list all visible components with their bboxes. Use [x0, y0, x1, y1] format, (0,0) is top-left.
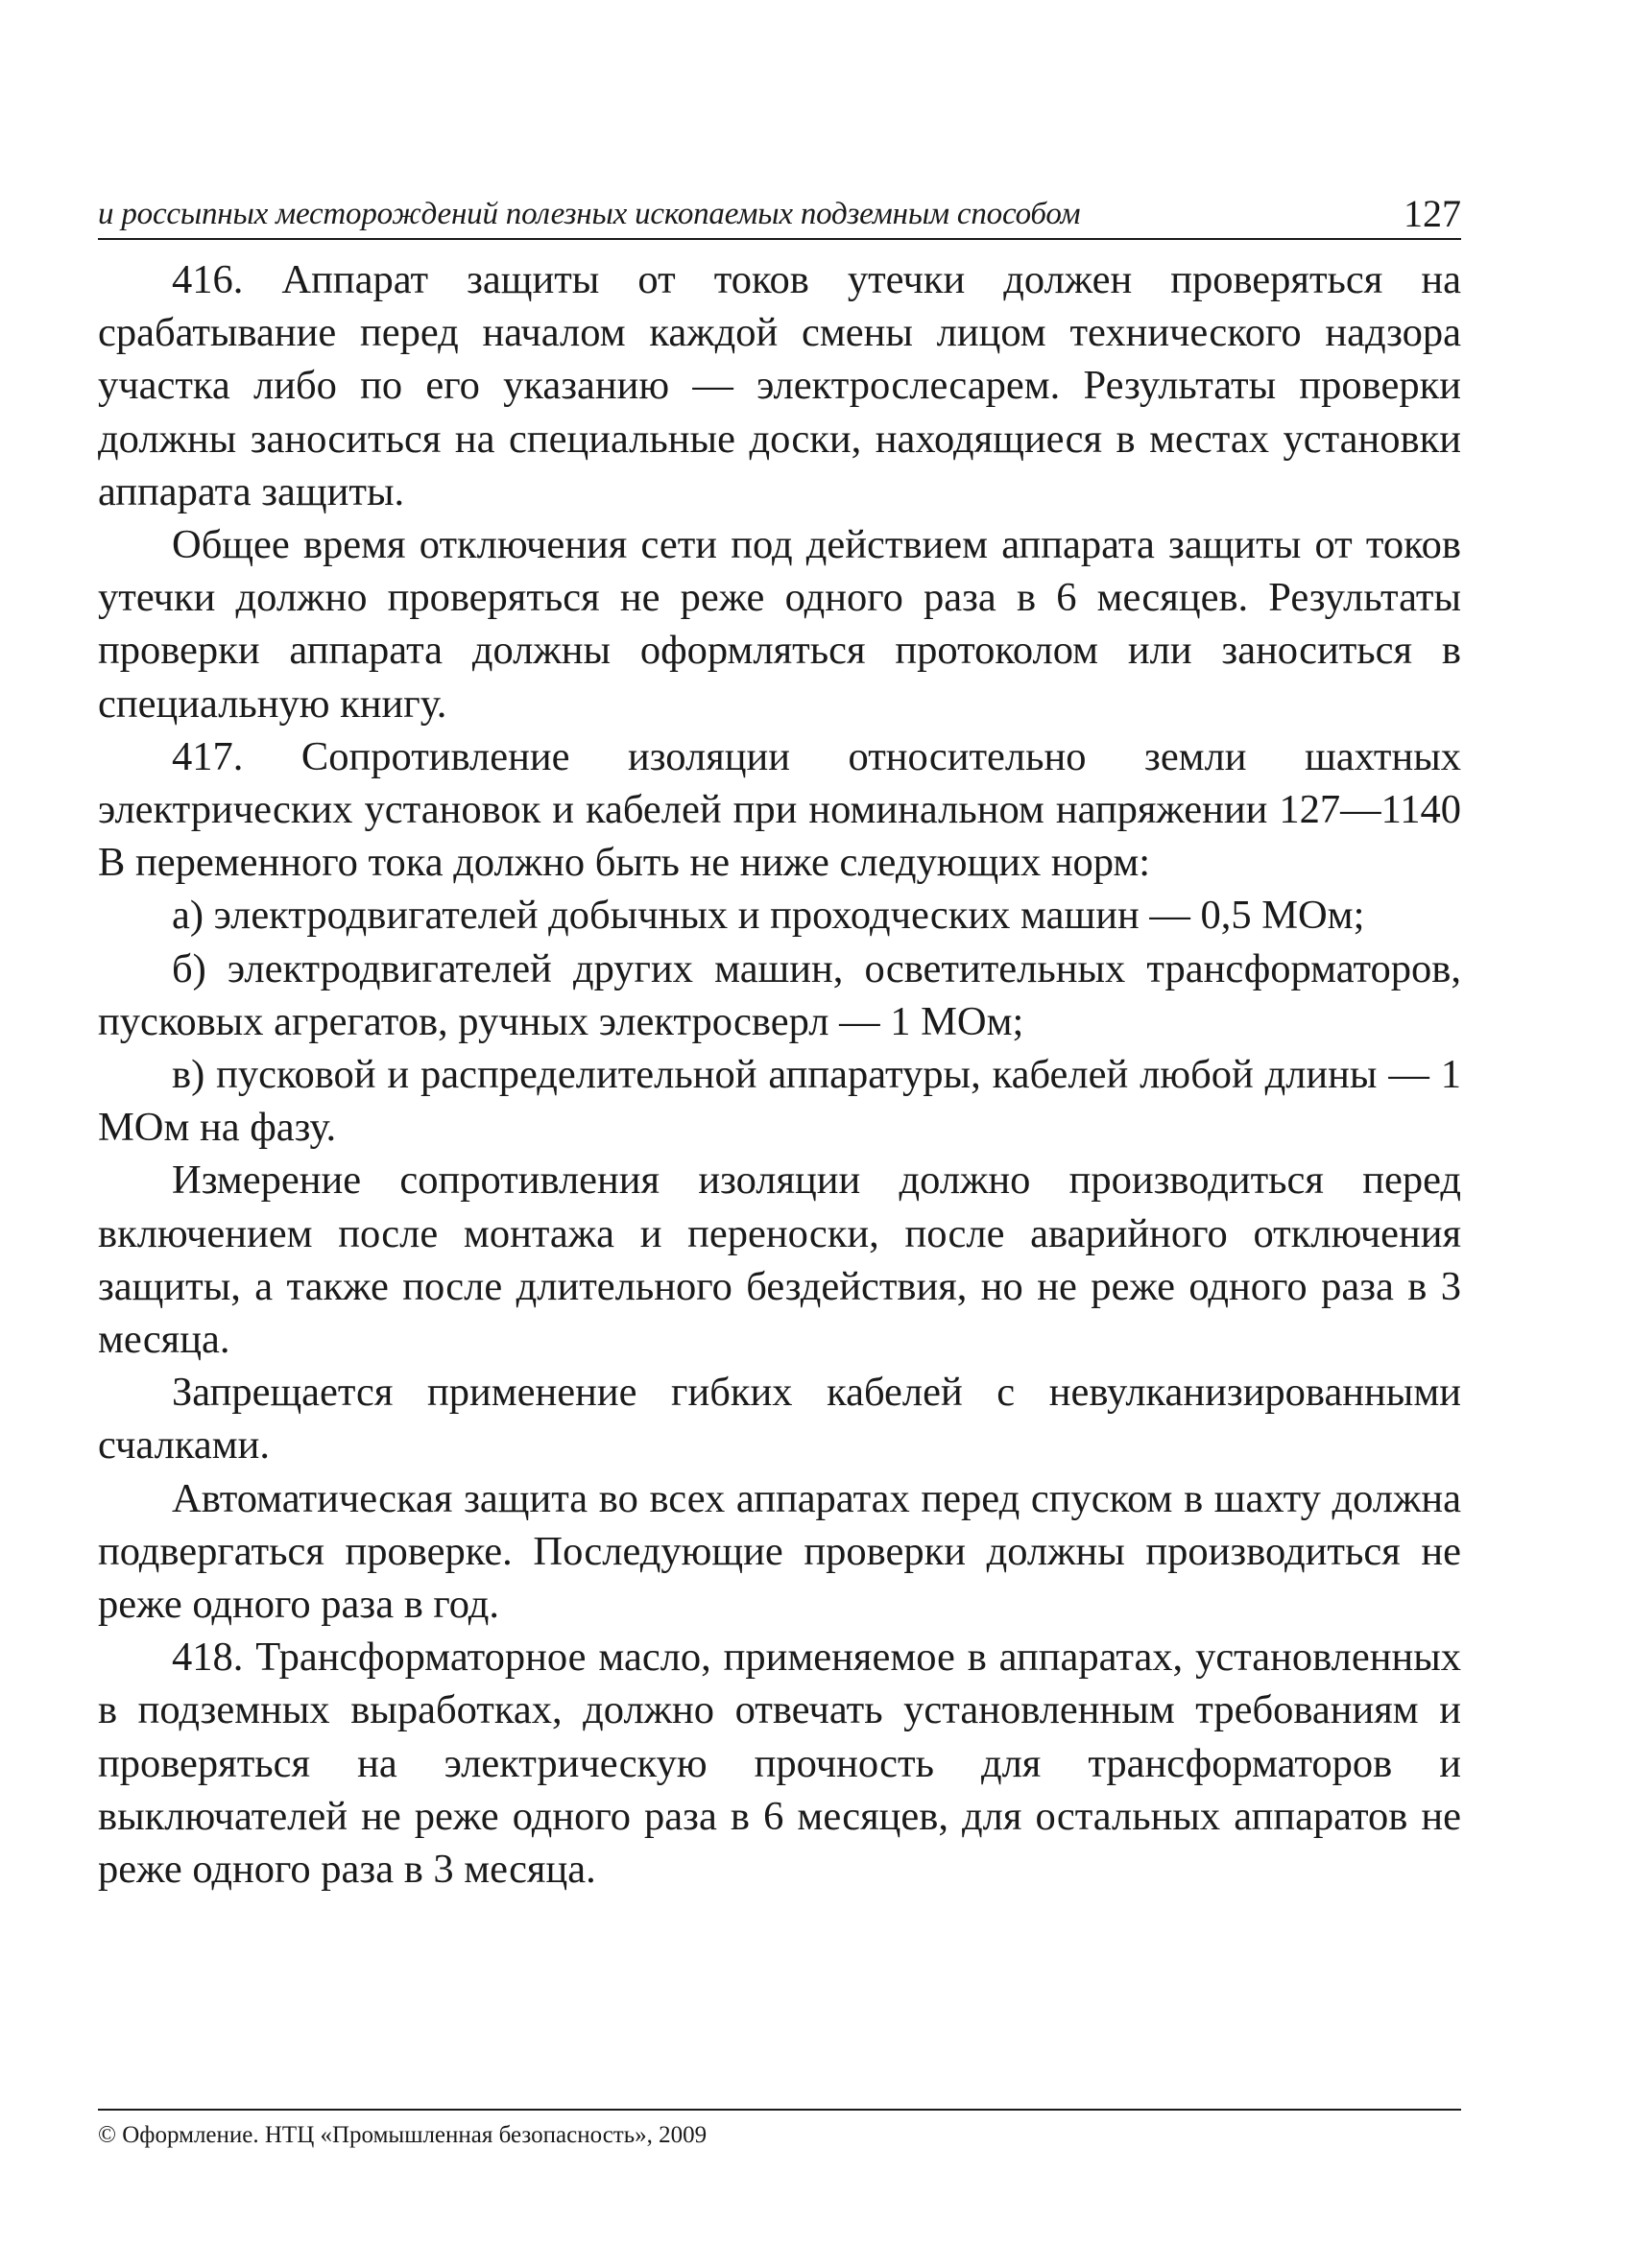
paragraph-cable-prohibition: Запрещается применение гибких кабелей с невулканизированными счалками. — [98, 1370, 1461, 1468]
list-item-b: б) электродвигателей других машин, осветительных трансформаторов, пусковых агрегатов, ручных электросверл — 1 МОм; — [98, 945, 1461, 1044]
paragraph-417: 417. Сопротивление изоляции относительно земли шахтных электрических установок и кабелей при номинальном напряжении 127—1140 В переменного тока должно быть не ниже следующих норм: — [98, 733, 1461, 886]
list-item-a: а) электродвигателей добычных и проходческих машин — 0,5 МОм; — [172, 893, 1365, 939]
running-title: и россыпных месторождений полезных ископаемых подземным способом — [98, 197, 1081, 231]
paragraph-automatic-protection: Автоматическая защита во всех аппаратах перед спуском в шахту должна подвергаться проверке. Последующие проверки должны производиться не реже одного раза в год. — [98, 1475, 1461, 1628]
paragraph-leakage-protection-time: Общее время отключения сети под действием аппарата защиты от токов утечки должно проверяться не реже одного раза в 6 месяцев. Результаты проверки аппарата должны оформляться протоколом или заноситься в специальную книгу. — [98, 522, 1461, 727]
book-page — [98, 188, 1461, 1896]
list-item-c: в) пусковой и распределительной аппаратуры, кабелей любой длины — 1 МОм на фазу. — [98, 1052, 1461, 1151]
paragraph-insulation-measurement: Измерение сопротивления изоляции должно производиться перед включением после монтажа и переноски, после аварийного отключения защиты, а также после длительного бездействия, но не реже одного раза в 3 месяца. — [98, 1158, 1461, 1363]
body-text — [98, 253, 1461, 1896]
page-footer — [98, 2109, 1461, 2149]
paragraph-418: 418. Трансформаторное масло, применяемое в аппаратах, установленных в подземных выработках, должно отвечать установленным требованиям и проверяться на электрическую прочность для трансформаторов и выключателей не реже одного раза в 6 месяцев, для остальных аппаратов не реже одного раза в 3 месяца. — [98, 1635, 1461, 1893]
running-header — [98, 188, 1461, 240]
paragraph-416: 416. Аппарат защиты от токов утечки должен проверяться на срабатывание перед началом каждой смены лицом технического надзора участка либо по его указанию — электрослесарем. Результаты проверки должны заноситься на специальные доски, находящиеся в местах установки аппарата защиты. — [98, 257, 1461, 514]
page-number: 127 — [1404, 192, 1461, 235]
copyright-note: © Оформление. НТЦ «Промышленная безопасность», 2009 — [98, 2122, 708, 2148]
